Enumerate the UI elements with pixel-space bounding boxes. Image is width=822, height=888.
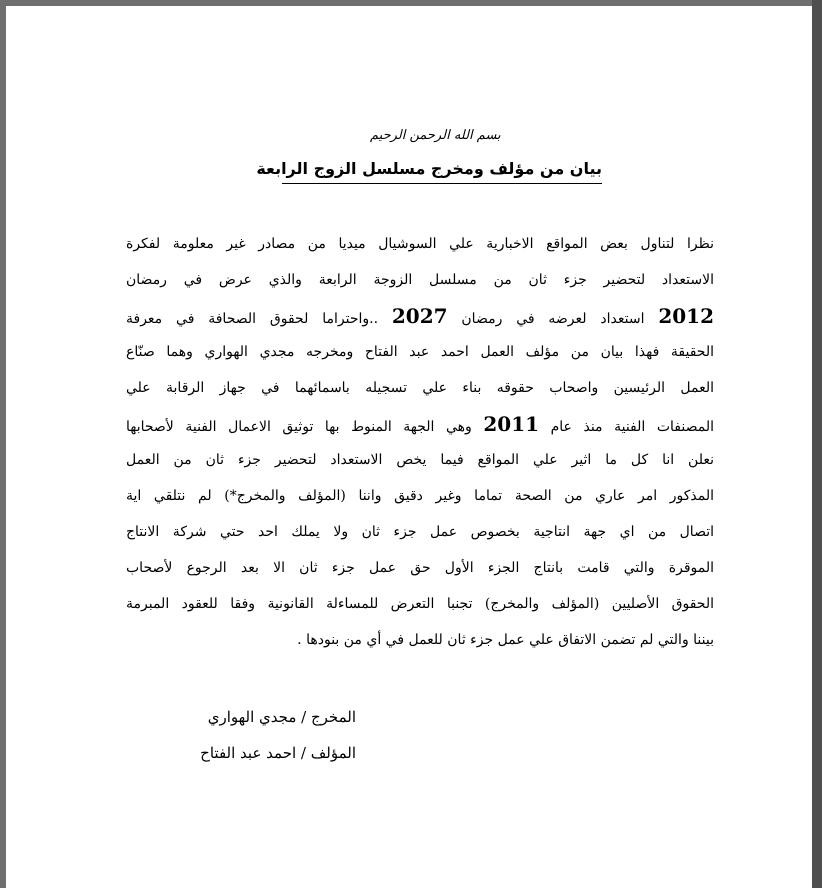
body-line-7: نعلن انا كل ما اثير علي المواقع فيما يخص الاستعداد لتحضير جزء ثان من العمل — [126, 452, 714, 468]
document-title: بيان من مؤلف ومخرج مسلسل الزوج الرابعة — [282, 156, 602, 184]
year-2012: 2012 — [658, 304, 714, 328]
body-line-10: الموقرة والتي قامت بانتاج الجزء الأول حق عمل جزء ثان الا بعد الرجوع لأصحاب — [126, 560, 714, 576]
statement-body — [126, 226, 714, 658]
body-line-3: 2012 استعداد لعرضه في رمضان 2027 ..واحتراما لحقوق الصحافة في معرفة — [126, 304, 714, 328]
body-line-5: العمل الرئيسين واصحاب حقوقه بناء علي تسجيله باسمائهما في جهاز الرقابة علي — [126, 380, 714, 396]
body-line-8: المذكور امر عاري من الصحة تماما وغير دقيق واننا (المؤلف والمخرج*) لم نتلقي اية — [126, 488, 714, 504]
body-line-1: نظرا لتناول بعض المواقع الاخبارية علي السوشيال ميديا من مصادر غير معلومة لفكرة — [126, 236, 714, 252]
body-line-2: الاستعداد لتحضير جزء ثان من مسلسل الزوجة الرابعة والذي عرض في رمضان — [126, 272, 714, 288]
basmala-text: بسم الله الرحمن الرحيم — [370, 128, 501, 143]
signature-director: المخرج / مجدي الهواري — [207, 708, 356, 726]
basmala-calligraphy — [370, 124, 501, 156]
year-2027: 2027 — [391, 304, 448, 328]
signature-author: المؤلف / احمد عبد الفتاح — [200, 744, 356, 762]
window-frame-right — [812, 0, 822, 888]
body-line-4: الحقيقة فهذا بيان من مؤلف العمل احمد عبد الفتاح ومخرجه مجدي الهواري وهما صنّاع — [126, 344, 714, 360]
body-line-6: المصنفات الفنية منذ عام 2011 وهي الجهة المنوط بها توثيق الاعمال الفنية لأصحابها — [126, 412, 714, 436]
body-line-9: اتصال من اي جهة انتاجية بخصوص عمل جزء ثان ولا يملك احد حتي شركة الانتاج — [126, 524, 714, 540]
body-line-11: الحقوق الأصليين (المؤلف والمخرج) تجنبا التعرض للمساءلة القانونية وفقا للعقود المبرمة — [126, 596, 714, 612]
year-2011: 2011 — [483, 412, 540, 436]
body-line-12: بيننا والتي لم تضمن الاتفاق علي عمل جزء ثان للعمل في أي من بنودها . — [297, 632, 714, 648]
